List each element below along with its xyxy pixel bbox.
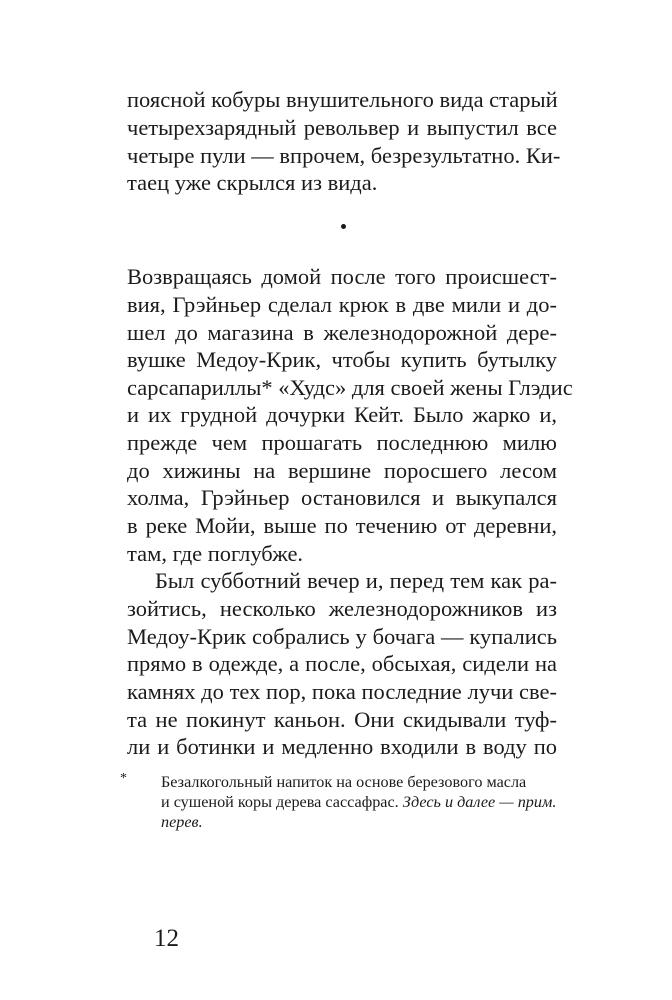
text-line: зойтись, несколько железнодорожников из bbox=[127, 596, 557, 621]
text-line: ли и ботинки и медленно входили в воду по bbox=[127, 734, 557, 759]
text-line: холма, Грэйньер остановился и выкупался bbox=[127, 485, 557, 510]
text-line: шел до магазина в железнодорожной дере- bbox=[127, 320, 557, 345]
text-line: Возвращаясь домой после того происшест- bbox=[127, 264, 557, 289]
text-line: и их грудной дочурки Кейт. Было жарко и, bbox=[127, 402, 557, 427]
text-line: сарсапариллы* «Худс» для своей жены Глэдис bbox=[127, 375, 573, 400]
footnote-italic-text: Здесь и далее — прим. bbox=[402, 793, 557, 811]
text-line: вушке Медоу-Крик, чтобы купить бутылку bbox=[127, 347, 557, 372]
footnote-line bbox=[161, 812, 557, 832]
text-line: камнях до тех пор, пока последние лучи све- bbox=[127, 679, 557, 704]
footnote-line bbox=[161, 792, 557, 812]
text-line: четырехзарядный револьвер и выпустил все bbox=[127, 115, 557, 140]
text-line: таец уже скрылся из вида. bbox=[127, 170, 378, 195]
text-line: в реке Мойи, выше по течению от деревни, bbox=[127, 513, 557, 538]
text-line: прямо в одежде, а после, обсыхая, сидели на bbox=[127, 651, 557, 676]
text-line: до хижины на вершине поросшего лесом bbox=[127, 458, 557, 483]
footnote-marker: * bbox=[120, 771, 127, 786]
text-line: та не покинут каньон. Они скидывали туф- bbox=[127, 707, 557, 732]
text-line: Медоу-Крик собрались у бочага — купались bbox=[127, 624, 557, 649]
text-line: прежде чем прошагать последнюю милю bbox=[127, 430, 557, 455]
text-line: вия, Грэйньер сделал крюк в две мили и до- bbox=[127, 292, 557, 317]
footnote-line: Безалкогольный напиток на основе березового масла bbox=[161, 773, 527, 791]
page-number: 12 bbox=[154, 925, 179, 952]
footnote-text: и сушеной коры дерева сассафрас. bbox=[161, 793, 403, 811]
text-line: Был субботний вечер и, перед тем как ра- bbox=[155, 568, 557, 593]
text-line: четыре пули — впрочем, безрезультатно. Ки- bbox=[127, 143, 561, 168]
footnote-italic-text: перев. bbox=[161, 813, 203, 831]
text-line: там, где поглубже. bbox=[127, 541, 304, 566]
text-line: поясной кобуры внушительного вида старый bbox=[127, 87, 558, 112]
section-separator-dot bbox=[341, 224, 346, 229]
